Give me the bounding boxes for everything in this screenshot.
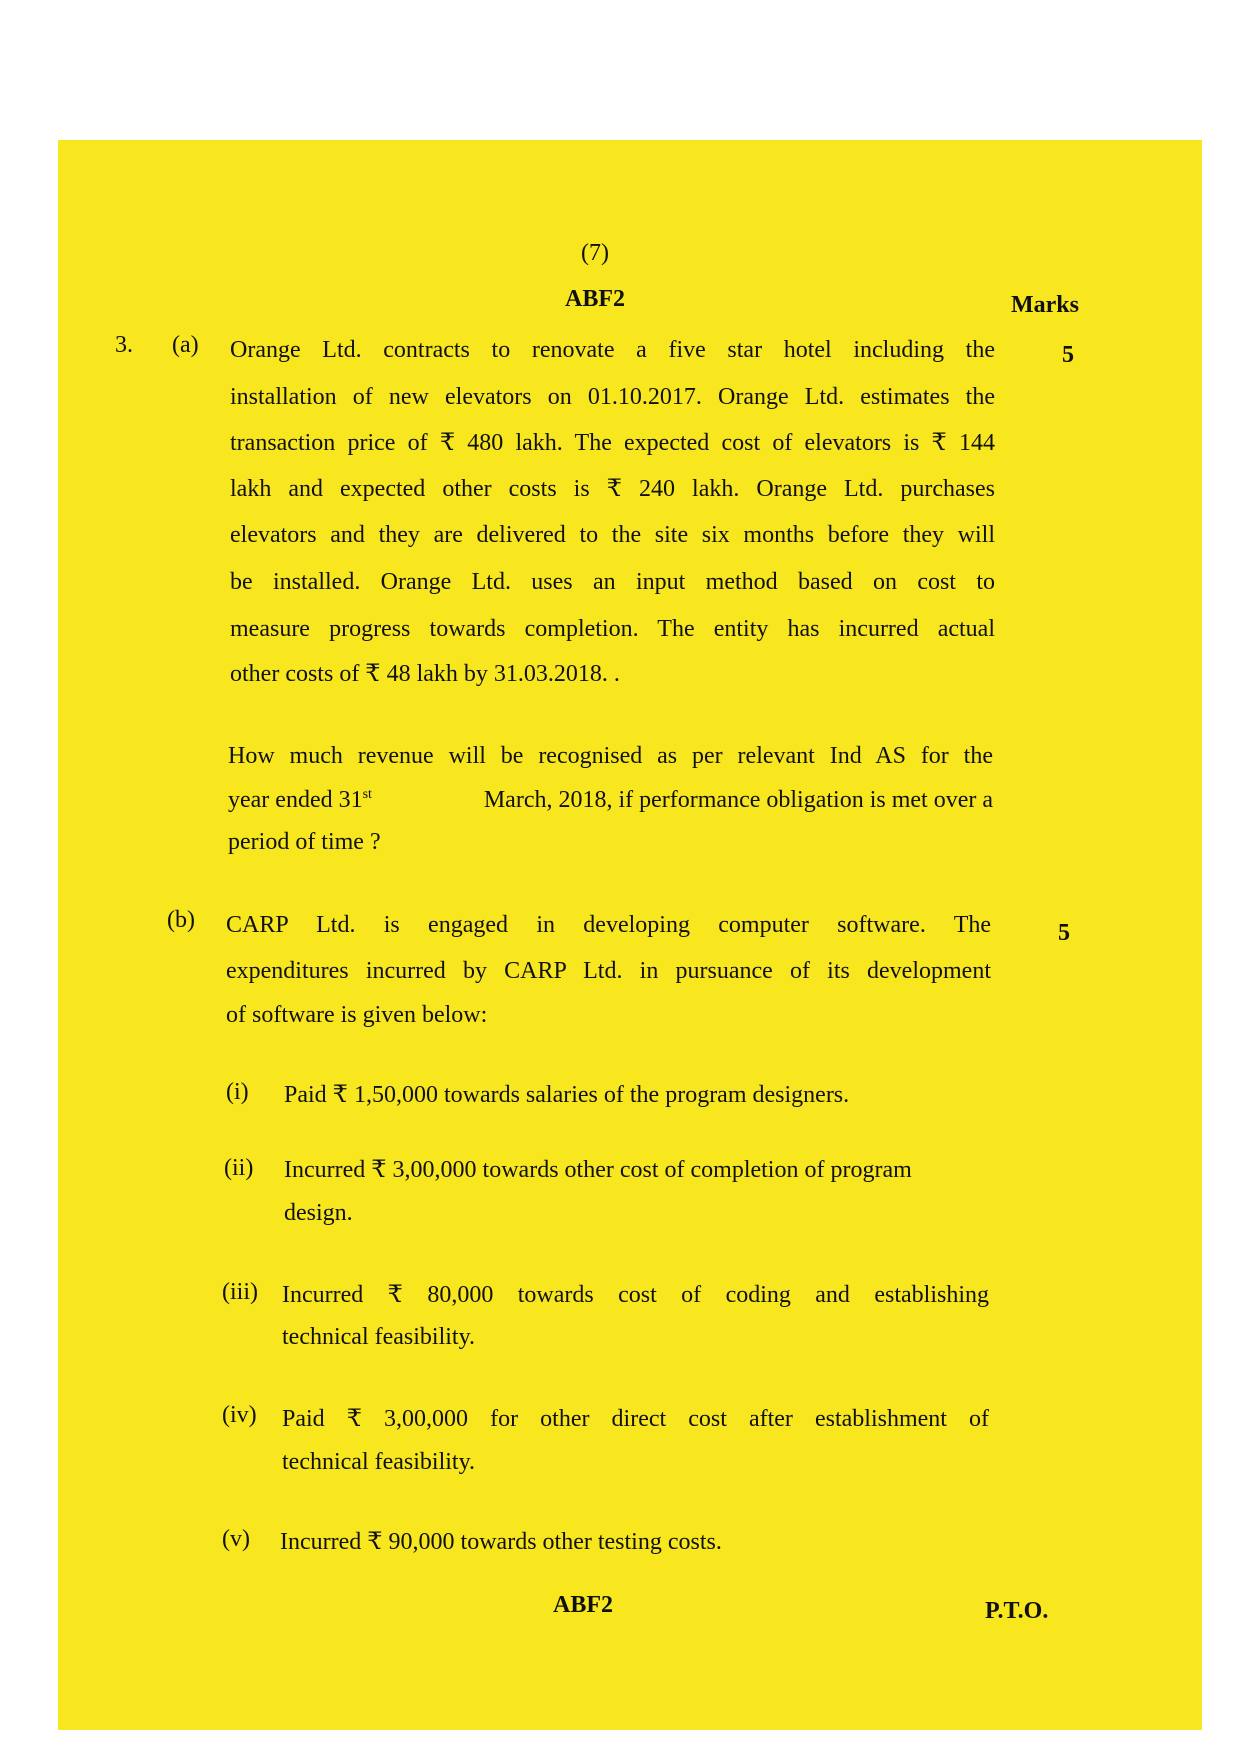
page-number: (7) (581, 240, 609, 266)
part-a-marks: 5 (1062, 342, 1074, 368)
question-number: 3. (115, 332, 133, 358)
question-date-text: year ended 31st (228, 787, 372, 813)
item-text: technical feasibility. (282, 1324, 476, 1350)
part-a-question-line (228, 785, 993, 815)
part-a-line: installation of new elevators on 01.10.2017. Orange Ltd. estimates the (230, 384, 995, 410)
part-a-question-line: How much revenue will be recognised as per relevant Ind AS for the (228, 743, 993, 769)
item-label: (i) (226, 1079, 249, 1105)
part-b-label: (b) (167, 907, 195, 933)
question-rest-text: March, 2018, if performance obligation is met over a (483, 787, 993, 813)
item-label: (ii) (224, 1155, 254, 1181)
part-a-line: elevators and they are delivered to the site six months before they will (230, 522, 995, 548)
item-text: technical feasibility. (282, 1449, 476, 1475)
item-text: Paid ₹ 3,00,000 for other direct cost after establishment of (282, 1406, 989, 1432)
item-label: (iii) (222, 1279, 258, 1305)
part-a-line: transaction price of ₹ 480 lakh. The expected cost of elevators is ₹ 144 (230, 430, 995, 456)
marks-heading: Marks (1011, 292, 1079, 318)
part-a-line: lakh and expected other costs is ₹ 240 lakh. Orange Ltd. purchases (230, 476, 995, 502)
part-a-line: Orange Ltd. contracts to renovate a five star hotel including the (230, 337, 995, 363)
part-a-line: other costs of ₹ 48 lakh by 31.03.2018. . (230, 661, 620, 687)
part-b-line: CARP Ltd. is engaged in developing computer software. The (226, 912, 991, 938)
pto-label: P.T.O. (985, 1598, 1049, 1624)
item-text: design. (284, 1200, 353, 1226)
item-label: (iv) (222, 1402, 257, 1428)
part-b-line: of software is given below: (226, 1002, 488, 1028)
part-b-marks: 5 (1058, 920, 1070, 946)
part-a-line: measure progress towards completion. The entity has incurred actual (230, 616, 995, 642)
paper-code-footer: ABF2 (553, 1592, 613, 1618)
item-text: Incurred ₹ 3,00,000 towards other cost of completion of program (284, 1157, 912, 1183)
item-text: Paid ₹ 1,50,000 towards salaries of the program designers. (284, 1082, 850, 1108)
item-text: Incurred ₹ 90,000 towards other testing costs. (280, 1529, 722, 1555)
item-text: Incurred ₹ 80,000 towards cost of coding and establishing (282, 1282, 989, 1308)
part-a-label: (a) (172, 332, 199, 358)
item-label: (v) (222, 1526, 250, 1552)
part-a-line: be installed. Orange Ltd. uses an input method based on cost to (230, 569, 995, 595)
part-a-question-line: period of time ? (228, 829, 381, 855)
paper-code-header: ABF2 (565, 286, 625, 312)
part-b-line: expenditures incurred by CARP Ltd. in pursuance of its development (226, 958, 991, 984)
